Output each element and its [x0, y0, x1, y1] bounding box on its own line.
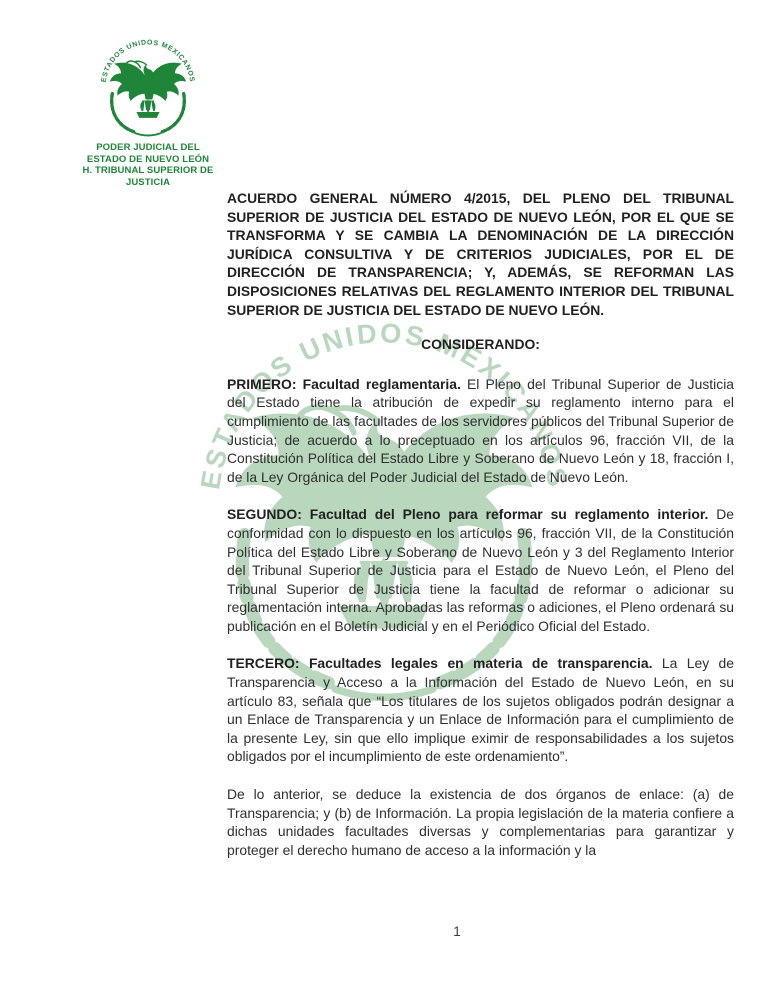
paragraph-text: El Pleno del Tribunal Superior de Justicia del Estado tiene la atribución de expedir su reglamento interno para el cumplimiento de las facultades de los servidores públicos del Tribunal Superior de Justicia; de acuerdo a lo preceptuado en los artículos 96, fracción VII, de la Constitución Política del Estado Libre y Soberano de Nuevo León y 18, fracción I, de la Ley Orgánica del Poder Judicial del Estado de Nuevo León. — [227, 375, 735, 485]
page-number: 1 — [453, 924, 461, 939]
paragraph-text: De conformidad con lo dispuesto en los artículos 96, fracción VII, de la Constitución Política del Estado Libre y Soberano de Nuevo León y 3 del Reglamento Interior del Tribunal Superior de Justicia para el Estado de Nuevo León, el Pleno del Tribunal Superior de Justicia tiene la facultad de reformar o adicionar su reglamentación interna. Aprobadas las reformas o adiciones, el Pleno ordenará su publicación en el Boletín Judicial y en el Periódico Oficial del Estado. — [227, 506, 734, 634]
org-name — [58, 142, 238, 188]
paragraph-lead: SEGUNDO: Facultad del Pleno para reformar su reglamento interior. — [227, 506, 709, 523]
paragraph-text: De lo anterior, se deduce la existencia de dos órganos de enlace: (a) de Transparencia; y (b) de Información. La propia legislación de la materia confiere a dichas unidades facultades diversas y complementarias para garantizar y proteger el derecho humano de acceso a la información y la — [227, 786, 734, 858]
paragraph-segundo — [227, 505, 734, 635]
coat-of-arms-logo — [90, 30, 206, 141]
letterhead — [58, 30, 238, 188]
paragraph-text: La Ley de Transparencia y Acceso a la Información del Estado de Nuevo León, en su artículo 83, señala que “Los titulares de los sujetos obligados podrán designar a un Enlace de Transparencia y un Enlace de Información para el cumplimiento de la presente Ley, sin que ello implique eximir de responsabilidades a los sujetos obligados por el incumplimiento de este ordenamiento”. — [227, 655, 734, 765]
org-name-line: JUSTICIA — [125, 176, 171, 188]
document-title: ACUERDO GENERAL NÚMERO 4/2015, DEL PLENO DEL TRIBUNAL SUPERIOR DE JUSTICIA DEL ESTADO DE NUEVO LEÓN, POR EL QUE SE TRANSFORMA Y SE CAMBIA LA DENOMINACIÓN DE LA DIRECCIÓN JURÍDICA CONSULTIVA Y DE CRITERIOS JUDICIALES, POR EL DE DIRECCIÓN DE TRANSPARENCIA; Y, ADEMÁS, SE REFORMAN LAS DISPOSICIONES RELATIVAS DEL REGLAMENTO INTERIOR DEL TRIBUNAL SUPERIOR DE JUSTICIA DEL ESTADO DE NUEVO LEÓN. — [227, 190, 734, 318]
org-name-line: PODER JUDICIAL DEL — [96, 142, 200, 153]
paragraph-enlaces — [227, 785, 734, 859]
paragraph-tercero — [227, 654, 734, 766]
considerando-heading: CONSIDERANDO: — [421, 336, 540, 353]
paragraph-primero — [227, 375, 734, 487]
paragraph-lead: PRIMERO: Facultad reglamentaria. — [227, 375, 461, 392]
org-name-line: H. TRIBUNAL SUPERIOR DE — [82, 165, 214, 176]
document-body — [227, 189, 734, 878]
org-name-line: ESTADO DE NUEVO LEÓN — [86, 153, 210, 165]
paragraph-lead: TERCERO: Facultades legales en materia de transparencia. — [227, 655, 653, 672]
